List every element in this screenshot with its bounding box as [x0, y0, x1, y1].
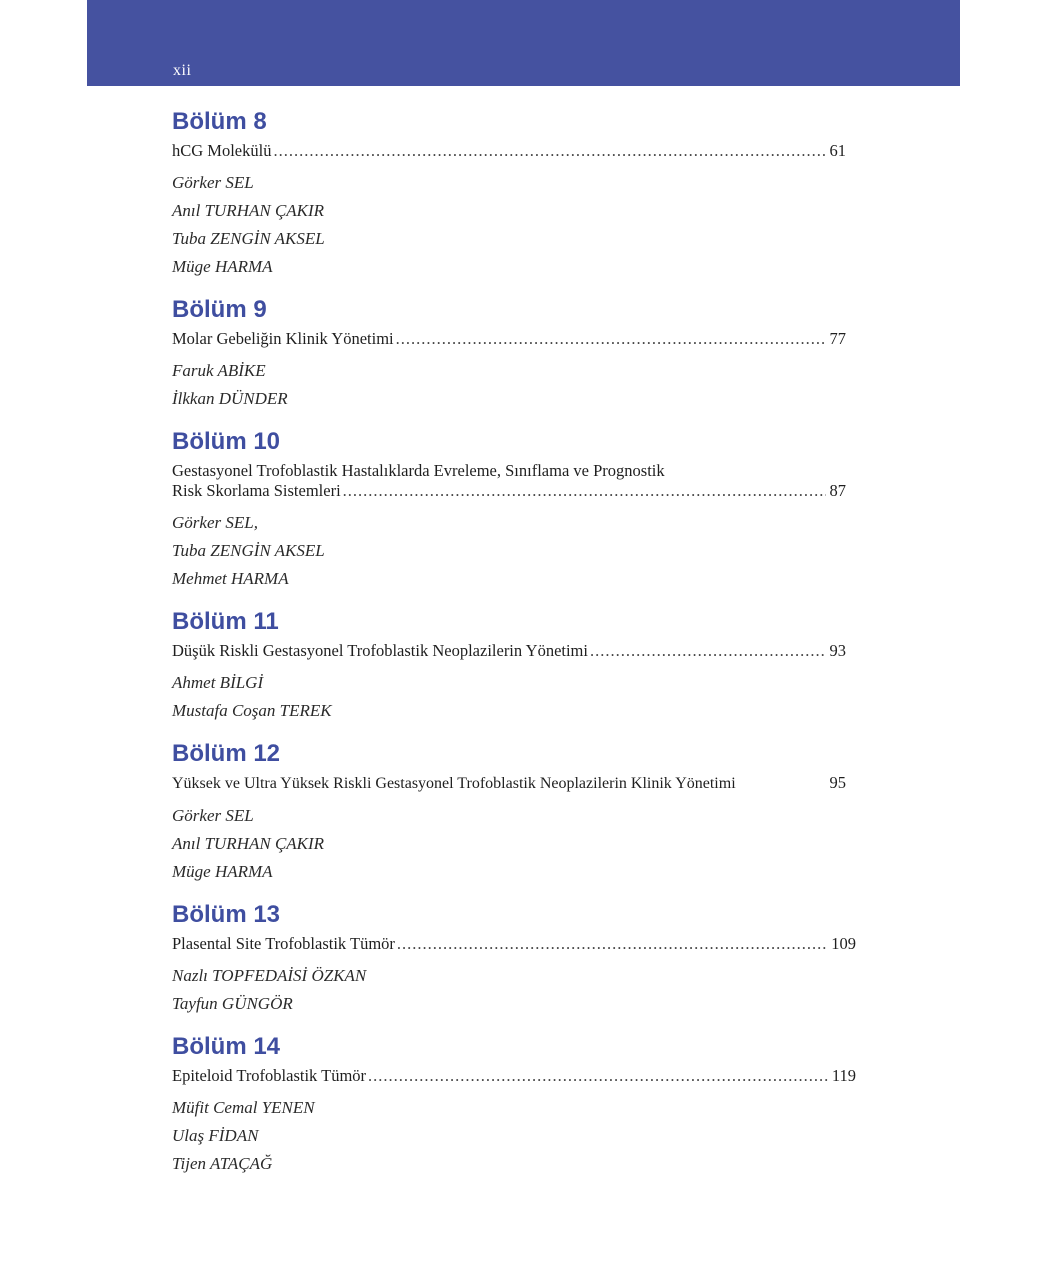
- entry-page-number: 119: [831, 1066, 856, 1085]
- entry-page-number: 93: [829, 641, 846, 660]
- chapter-heading: Bölüm 13: [172, 901, 281, 928]
- author: Faruk ABİKE: [172, 361, 266, 380]
- chapter-13: [172, 900, 860, 1018]
- author-list: [172, 669, 860, 725]
- dot-leader: [397, 934, 827, 954]
- entry-title: Molar Gebeliğin Klinik Yönetimi: [172, 329, 394, 348]
- table-of-contents: [172, 107, 860, 1192]
- author: Ahmet BİLGİ: [172, 673, 264, 692]
- author: Nazlı TOPFEDAİSİ ÖZKAN: [172, 966, 367, 985]
- author: Anıl TURHAN ÇAKIR: [172, 834, 325, 853]
- toc-entry[interactable]: [172, 773, 860, 794]
- dot-leader: [343, 481, 826, 501]
- entry-title: Epiteloid Trofoblastik Tümör: [172, 1066, 367, 1085]
- author: Görker SEL,: [172, 513, 258, 532]
- author: Tuba ZENGİN AKSEL: [172, 229, 325, 248]
- toc-entry[interactable]: [172, 1066, 860, 1086]
- author-list: [172, 962, 860, 1018]
- chapter-12: [172, 739, 860, 886]
- toc-entry[interactable]: [172, 641, 860, 661]
- chapter-heading: Bölüm 14: [172, 1033, 281, 1060]
- author-list: [172, 357, 860, 413]
- chapter-8: [172, 107, 860, 281]
- author: İlkkan DÜNDER: [172, 389, 288, 408]
- author: Mehmet HARMA: [172, 569, 289, 588]
- entry-title: Risk Skorlama Sistemleri: [172, 481, 341, 500]
- entry-title: hCG Molekülü: [172, 141, 272, 160]
- entry-page-number: 87: [829, 481, 846, 500]
- chapter-11: [172, 607, 860, 725]
- author: Görker SEL: [172, 806, 254, 825]
- author: Mustafa Coşan TEREK: [172, 701, 332, 720]
- author: Müfit Cemal YENEN: [172, 1098, 315, 1117]
- chapter-9: [172, 295, 860, 413]
- toc-entry[interactable]: [172, 461, 860, 501]
- header-band: [87, 0, 960, 86]
- author-list: [172, 169, 860, 281]
- entry-page-number: 61: [829, 141, 846, 160]
- toc-entry[interactable]: [172, 934, 860, 954]
- chapter-10: [172, 427, 860, 593]
- dot-leader: [368, 1066, 828, 1086]
- author: Tayfun GÜNGÖR: [172, 994, 293, 1013]
- chapter-heading: Bölüm 8: [172, 108, 267, 135]
- toc-entry[interactable]: [172, 141, 860, 161]
- entry-title: Yüksek ve Ultra Yüksek Riskli Gestasyonel Trofoblastik Neoplazilerin Klinik Yönetimi: [172, 775, 736, 792]
- author: Tuba ZENGİN AKSEL: [172, 541, 325, 560]
- author: Anıl TURHAN ÇAKIR: [172, 201, 325, 220]
- author: Ulaş FİDAN: [172, 1126, 259, 1145]
- author: Tijen ATAÇAĞ: [172, 1154, 273, 1173]
- entry-page-number: 77: [829, 329, 846, 348]
- author: Görker SEL: [172, 173, 254, 192]
- dot-leader: [590, 641, 826, 661]
- author-list: [172, 509, 860, 593]
- author-list: [172, 1094, 860, 1178]
- author: Müge HARMA: [172, 257, 273, 276]
- dot-leader: [273, 141, 825, 161]
- chapter-heading: Bölüm 9: [172, 296, 267, 323]
- chapter-heading: Bölüm 10: [172, 428, 281, 455]
- toc-entry[interactable]: [172, 329, 860, 349]
- chapter-heading: Bölüm 11: [172, 608, 279, 635]
- entry-title: Plasental Site Trofoblastik Tümör: [172, 934, 395, 953]
- dot-leader: [396, 329, 826, 349]
- entry-title-line-1: Gestasyonel Trofoblastik Hastalıklarda Evreleme, Sınıflama ve Prognostik: [172, 461, 665, 480]
- entry-page-number: 109: [831, 934, 856, 953]
- entry-title: Düşük Riskli Gestasyonel Trofoblastik Neoplazilerin Yönetimi: [172, 641, 588, 660]
- author-list: [172, 802, 860, 886]
- chapter-14: [172, 1032, 860, 1178]
- entry-page-number: 95: [829, 773, 846, 792]
- author: Müge HARMA: [172, 862, 273, 881]
- chapter-heading: Bölüm 12: [172, 740, 281, 767]
- page-number: xii: [173, 62, 192, 79]
